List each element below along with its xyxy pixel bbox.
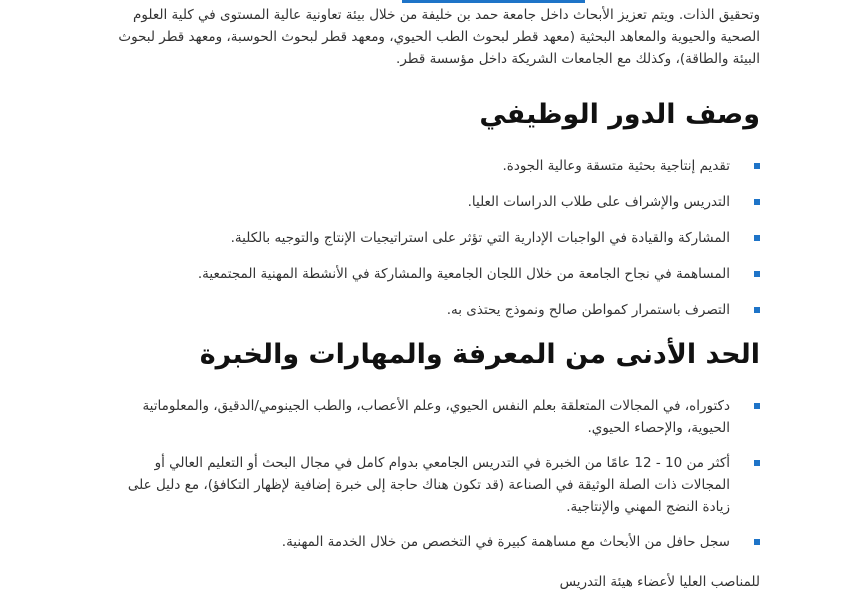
list-item [110,531,760,553]
article-content [110,0,760,593]
list-item-text: المشاركة والقيادة في الواجبات الإدارية التي تؤثر على استراتيجيات الإنتاج والتوجيه بالكلية. [230,230,730,246]
list-item-text: دكتوراه، في المجالات المتعلقة بعلم النفس الحيوي، وعلم الأعصاب، والطب الجينومي/الدقيق، والمعلوماتية الحيوية، والإحصاء الحيوي. [142,398,730,436]
minimum-qualifications-heading: الحد الأدنى من المعرفة والمهارات والخبرة [199,339,760,370]
list-item-text: أكثر من 10 - 12 عامًا من الخبرة في التدريس الجامعي بدوام كامل في مجال البحث أو التعليم العالي أو المجالات ذات الصلة الوثيقة في الصناعة (قد تكون هناك حاجة إلى خبرة إضافية لإظهار التكافؤ)، مع دليل على زيادة النضج المهني والإنتاجية. [127,455,730,515]
list-item-text: التدريس والإشراف على طلاب الدراسات العليا. [467,194,730,210]
senior-faculty-link[interactable]: للمناصب العليا لأعضاء هيئة التدريس [559,574,760,590]
bullet-square-icon [754,460,760,466]
list-item-text: سجل حافل من الأبحاث مع مساهمة كبيرة في التخصص من خلال الخدمة المهنية. [281,534,730,550]
list-item [110,299,760,321]
list-item [110,227,760,249]
bullet-square-icon [754,271,760,277]
bullet-square-icon [754,199,760,205]
list-item-text: التصرف باستمرار كمواطن صالح ونموذج يحتذى به. [446,302,730,318]
bullet-square-icon [754,307,760,313]
list-item [110,155,760,177]
bullet-square-icon [754,235,760,241]
bullet-square-icon [754,403,760,409]
role-description-list [110,155,760,321]
list-item-text: المساهمة في نجاح الجامعة من خلال اللجان الجامعية والمشاركة في الأنشطة المهنية المجتمعية. [197,266,730,282]
list-item [110,263,760,285]
list-item [110,395,760,439]
bullet-square-icon [754,539,760,545]
minimum-qualifications-list [110,395,760,553]
list-item [110,191,760,213]
bullet-square-icon [754,163,760,169]
list-item-text: تقديم إنتاجية بحثية متسقة وعالية الجودة. [502,158,730,174]
intro-paragraph: وتحقيق الذات. ويتم تعزيز الأبحاث داخل جامعة حمد بن خليفة من خلال بيئة تعاونية عالية المستوى في كلية العلوم الصحية والحيوية والمعاهد البحثية (معهد قطر لبحوث الطب الحيوي، ومعهد قطر لبحوث الحوسبة، ومعهد قطر لبحوث البيئة والطاقة)، وكذلك مع الجامعات الشريكة داخل مؤسسة قطر. [118,7,760,67]
list-item [110,452,760,518]
role-description-heading: وصف الدور الوظيفي [479,99,760,130]
